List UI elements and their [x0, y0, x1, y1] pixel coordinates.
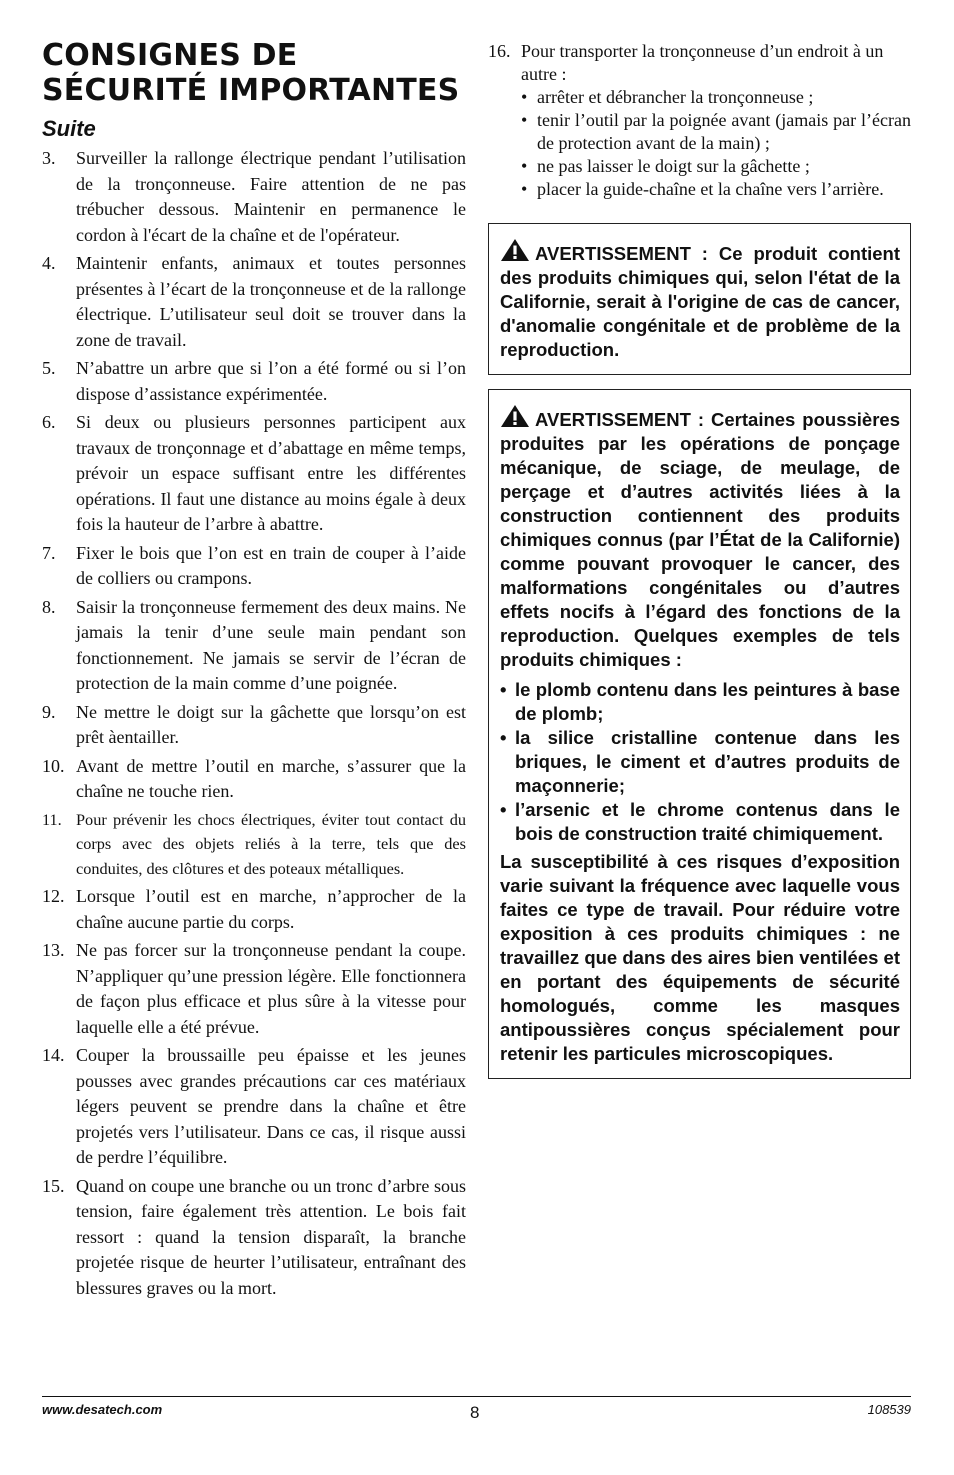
chemical-examples [500, 678, 900, 846]
list-item [42, 541, 466, 592]
list-item [42, 938, 466, 1040]
item-number: 10. [42, 755, 65, 776]
list-item [42, 146, 466, 248]
warning-label: AVERTISSEMENT : [535, 243, 708, 264]
bullet-item [500, 798, 900, 846]
bullet-item [500, 726, 900, 798]
item-number: 9. [42, 701, 56, 722]
list-item [42, 595, 466, 697]
item-text: Pour prévenir les chocs électriques, éviter tout contact du corps avec des objets reliés à la terre, tels que des conduites, des clôtures et des poteaux métalliques. [76, 809, 466, 878]
item-number: 5. [42, 358, 56, 378]
warning-closing: La susceptibilité à ces risques d’exposition varie suivant la fréquence avec laquelle vous faites ce type de travail. Pour réduire votre exposition à ces produits chimiques : ne travaillez que dans des aires bien ventilées et en portant des équipements de sécurité homologués, comme les masques antipoussières conçus spécialement pour retenir les particules microscopiques. [500, 851, 900, 1064]
item-text: Lorsque l’outil est en marche, n’approcher de la chaîne aucune partie du corps. [76, 886, 466, 932]
bullet-text: tenir l’outil par la poignée avant (jamais par l’écran de protection avant de la main) ; [537, 110, 911, 153]
item-number: 7. [42, 542, 56, 563]
item-number: 4. [42, 253, 56, 273]
bullet-text: ne pas laisser le doigt sur la gâchette ; [537, 156, 810, 176]
bullet-item [521, 178, 911, 201]
list-item [42, 410, 466, 538]
list-item [42, 754, 466, 805]
item-number: 14. [42, 1045, 65, 1065]
item-text: N’abattre un arbre que si l’on a été formé ou si l’on dispose d’assistance expérimentée. [76, 358, 466, 404]
item-text: Couper la broussaille peu épaisse et les jeunes pousses avec grandes précautions car ces matériaux légers peuvent se prendre dans la chaîne et être projetés vers l’utilisateur. Dans ce cas, il risque aussi de perdre l’équilibre. [76, 1045, 466, 1167]
warning-text [500, 238, 900, 362]
item-number: 13. [42, 940, 65, 960]
item-number: 8. [42, 596, 56, 617]
bullet-icon: • [521, 179, 528, 199]
warning-triangle-icon [500, 238, 530, 262]
document-code: 108539 [867, 1402, 911, 1417]
item-text: Surveiller la rallonge électrique pendant l’utilisation de la tronçonneuse. Faire attention de ne pas trébucher dessous. Maintenir en permanence le cordon à l'écart de la chaîne et de l'opérateur. [76, 148, 466, 245]
warning-body: Ce produit contient des produits chimiques qui, selon l'état de la Californie, serait à l'origine de cas de cancer, d'anomalie congénitale et de problème de la reproduction. [500, 243, 901, 360]
item-text: Avant de mettre l’outil en marche, s’assurer que la chaîne ne touche rien. [76, 755, 466, 801]
left-column [42, 38, 466, 1304]
bullet-icon: • [521, 156, 528, 176]
item-number: 12. [42, 886, 65, 906]
bullet-icon: • [500, 679, 507, 700]
bullet-icon: • [521, 87, 528, 107]
list-item [42, 1174, 466, 1302]
warning-text [500, 404, 900, 672]
bullet-item [521, 155, 911, 178]
warning-triangle-icon [500, 404, 530, 428]
safety-list [42, 146, 466, 1301]
item-text: Ne pas forcer sur la tronçonneuse pendant la coupe. N’appliquer qu’une pression légère. Elle fonctionnera de façon plus efficace et plus sûre à la vitesse pour laquelle elle a été prévue. [76, 940, 466, 1037]
item-number: 16. [488, 41, 511, 61]
warning-box-prop65 [488, 223, 911, 375]
bullet-icon: • [521, 110, 528, 130]
item-text: Si deux ou plusieurs personnes participent aux travaux de tronçonnage et d’abattage en même temps, prévoir un espace suffisant entre les différentes opérations. Il faut une distance au moins égale à deux fois la hauteur de l’arbre à abattre. [76, 412, 466, 534]
item-number: 6. [42, 412, 56, 432]
item-text: Maintenir enfants, animaux et toutes personnes présentes à l’écart de la tronçonneuse et de la rallonge électrique. L’utilisateur seul doit se trouver dans la zone de travail. [76, 253, 466, 350]
item-text: Quand on coupe une branche ou un tronc d’arbre sous tension, faire également très attention. Le bois fait ressort : quand la tension disparaît, la branche projetée risque de heurter l’utilisateur, entraînant des blessures graves ou la mort. [76, 1175, 466, 1298]
list-item [42, 808, 466, 882]
page-number: 8 [470, 1403, 480, 1422]
warning-body: Certaines poussières produites par les opérations de ponçage mécanique, de sciage, de meulage, de perçage et d’autres activités liées à la construction contiennent des produits chimiques connus (par l’État de la Californie) comme pouvant provoquer le cancer, des malformations congénitales ou d’autres effets nocifs à l’égard des fonctions de la reproduction. Quelques exemples de tels produits chimiques : [500, 409, 900, 670]
page-title: CONSIGNES DE SÉCURITÉ IMPORTANTES [42, 38, 460, 108]
list-item [42, 251, 466, 353]
page-subtitle: Suite [42, 116, 96, 141]
bullet-text: la silice cristalline contenue dans les briques, le ciment et d’autres produits de maçonnerie; [515, 727, 900, 796]
warning-box-dust [488, 389, 911, 1079]
list-item [42, 356, 466, 407]
list-item [42, 884, 466, 935]
list-item [42, 1043, 466, 1171]
item-number: 3. [42, 148, 56, 168]
bullet-text: le plomb contenu dans les peintures à base de plomb; [515, 679, 900, 724]
list-item-16 [488, 40, 911, 201]
footer-url: www.desatech.com [42, 1402, 163, 1417]
bullet-item [521, 109, 911, 155]
item-intro: Pour transporter la tronçonneuse d’un endroit à un autre : [521, 41, 884, 84]
bullet-text: placer la guide-chaîne et la chaîne vers l’arrière. [537, 179, 884, 199]
bullet-item [521, 86, 911, 109]
bullet-text: l’arsenic et le chrome contenus dans le bois de construction traité chimiquement. [515, 799, 900, 844]
footer-divider [42, 1396, 911, 1397]
list-item [42, 700, 466, 751]
bullet-icon: • [500, 799, 507, 820]
item-text: Ne mettre le doigt sur la gâchette que lorsqu’on est prêt àentailler. [76, 701, 466, 747]
item-number: 11. [42, 809, 62, 829]
bullet-icon: • [500, 727, 507, 748]
bullet-text: arrêter et débrancher la tronçonneuse ; [537, 87, 814, 107]
bullet-item [500, 678, 900, 726]
transport-bullets [521, 86, 911, 201]
right-column [488, 40, 911, 1079]
item-text: Fixer le bois que l’on est en train de couper à l’aide de colliers ou crampons. [76, 542, 466, 588]
warning-label: AVERTISSEMENT : [535, 409, 705, 430]
item-number: 15. [42, 1175, 65, 1196]
item-text: Saisir la tronçonneuse fermement des deux mains. Ne jamais la tenir d’une seule main pendant son fonctionnement. Ne jamais se servir de l’écran de protection de la main comme d’une poignée. [76, 596, 466, 693]
